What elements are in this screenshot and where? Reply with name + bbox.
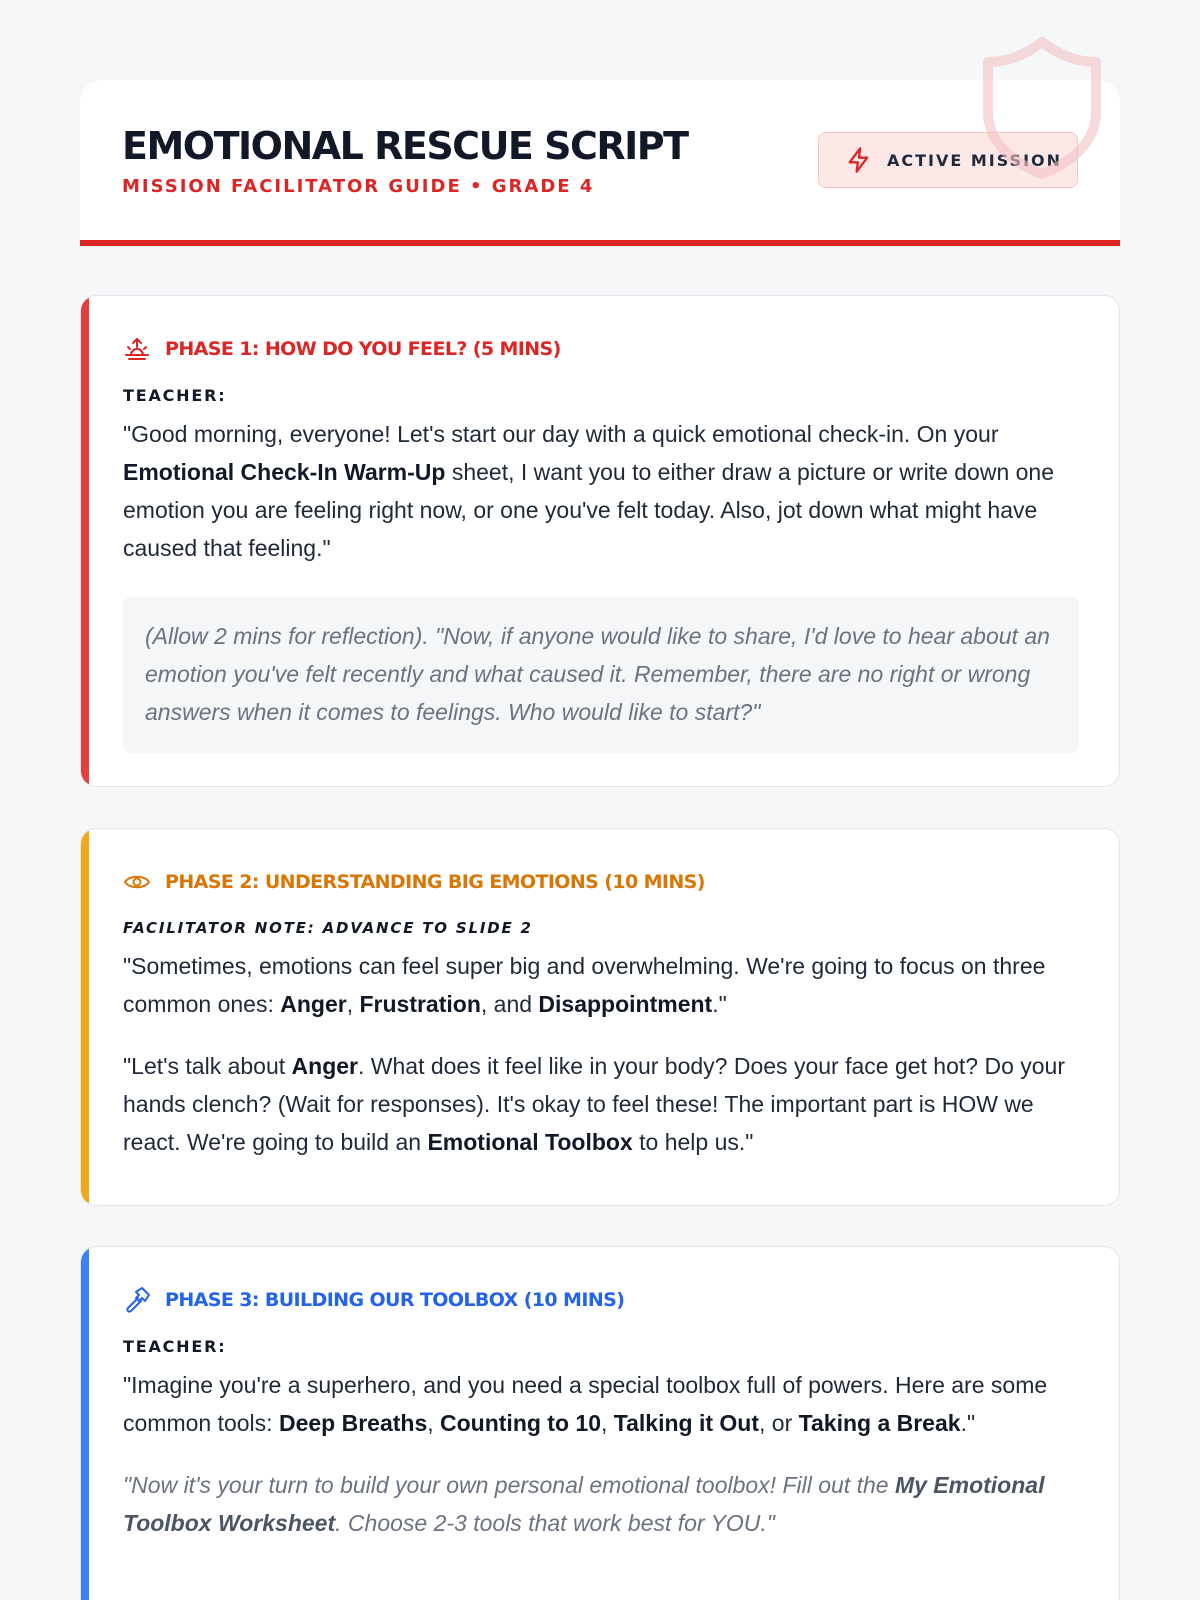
phase-3-script-1: "Imagine you're a superhero, and you need a special toolbox full of powers. Here are some common tools: Deep Breaths, Counting to 10, Talking it Out, or Taking a Break." (123, 1372, 1048, 1436)
mission-header (80, 80, 1120, 246)
phase-2-role: FACILITATOR NOTE: ADVANCE TO SLIDE 2 (123, 919, 533, 937)
phase-3-role: TEACHER: (123, 1337, 227, 1356)
hammer-icon (123, 1286, 151, 1314)
phase-1-role: TEACHER: (123, 386, 227, 405)
eye-icon (123, 868, 151, 896)
phase-2-card (80, 828, 1120, 1206)
phase-3-script-2: "Now it's your turn to build your own personal emotional toolbox! Fill out the My Emotional Toolbox Worksheet. Choose 2-3 tools that work best for YOU." (123, 1472, 1045, 1536)
phase-1-title: PHASE 1: HOW DO YOU FEEL? (5 MINS) (165, 338, 561, 360)
phase-1-header (123, 334, 1079, 364)
badge-label: ACTIVE MISSION (887, 150, 1063, 170)
phase-1-note-text: (Allow 2 mins for reflection). "Now, if anyone would like to share, I'd love to hear about an emotion you've felt recently and what caused it. Remember, there are no right or wrong answers when it comes to feelings. Who would like to start?" (145, 623, 1050, 725)
phase-2-title: PHASE 2: UNDERSTANDING BIG EMOTIONS (10 MINS) (165, 871, 705, 893)
phase-2-script-2: "Let's talk about Anger. What does it feel like in your body? Does your face get hot? Do your hands clench? (Wait for responses). It's okay to feel these! The important part is HOW we react. We're going to build an Emotional Toolbox to help us." (123, 1053, 1065, 1155)
page-title: EMOTIONAL RESCUE SCRIPT (122, 124, 688, 168)
phase-1-script: "Good morning, everyone! Let's start our day with a quick emotional check-in. On your Emotional Check-In Warm-Up sheet, I want you to either draw a picture or write down one emotion you are feeling right now, or one you've felt today. Also, jot down what might have caused that feeling." (123, 421, 1054, 561)
page-subtitle: MISSION FACILITATOR GUIDE • GRADE 4 (122, 176, 595, 197)
phase-3-accent (81, 1247, 89, 1600)
phase-3-title: PHASE 3: BUILDING OUR TOOLBOX (10 MINS) (165, 1289, 625, 1311)
sunrise-icon (123, 335, 151, 363)
lightning-icon (845, 146, 873, 174)
phase-2-header (123, 867, 1079, 897)
phase-1-accent (81, 296, 89, 786)
active-mission-badge (818, 132, 1078, 188)
phase-1-note (123, 597, 1079, 753)
phase-3-header (123, 1285, 1079, 1315)
phase-2-script-1: "Sometimes, emotions can feel super big and overwhelming. We're going to focus on three common ones: Anger, Frustration, and Disappointment." (123, 953, 1046, 1017)
phase-2-accent (81, 829, 89, 1205)
phase-1-card (80, 295, 1120, 787)
phase-3-card (80, 1246, 1120, 1600)
